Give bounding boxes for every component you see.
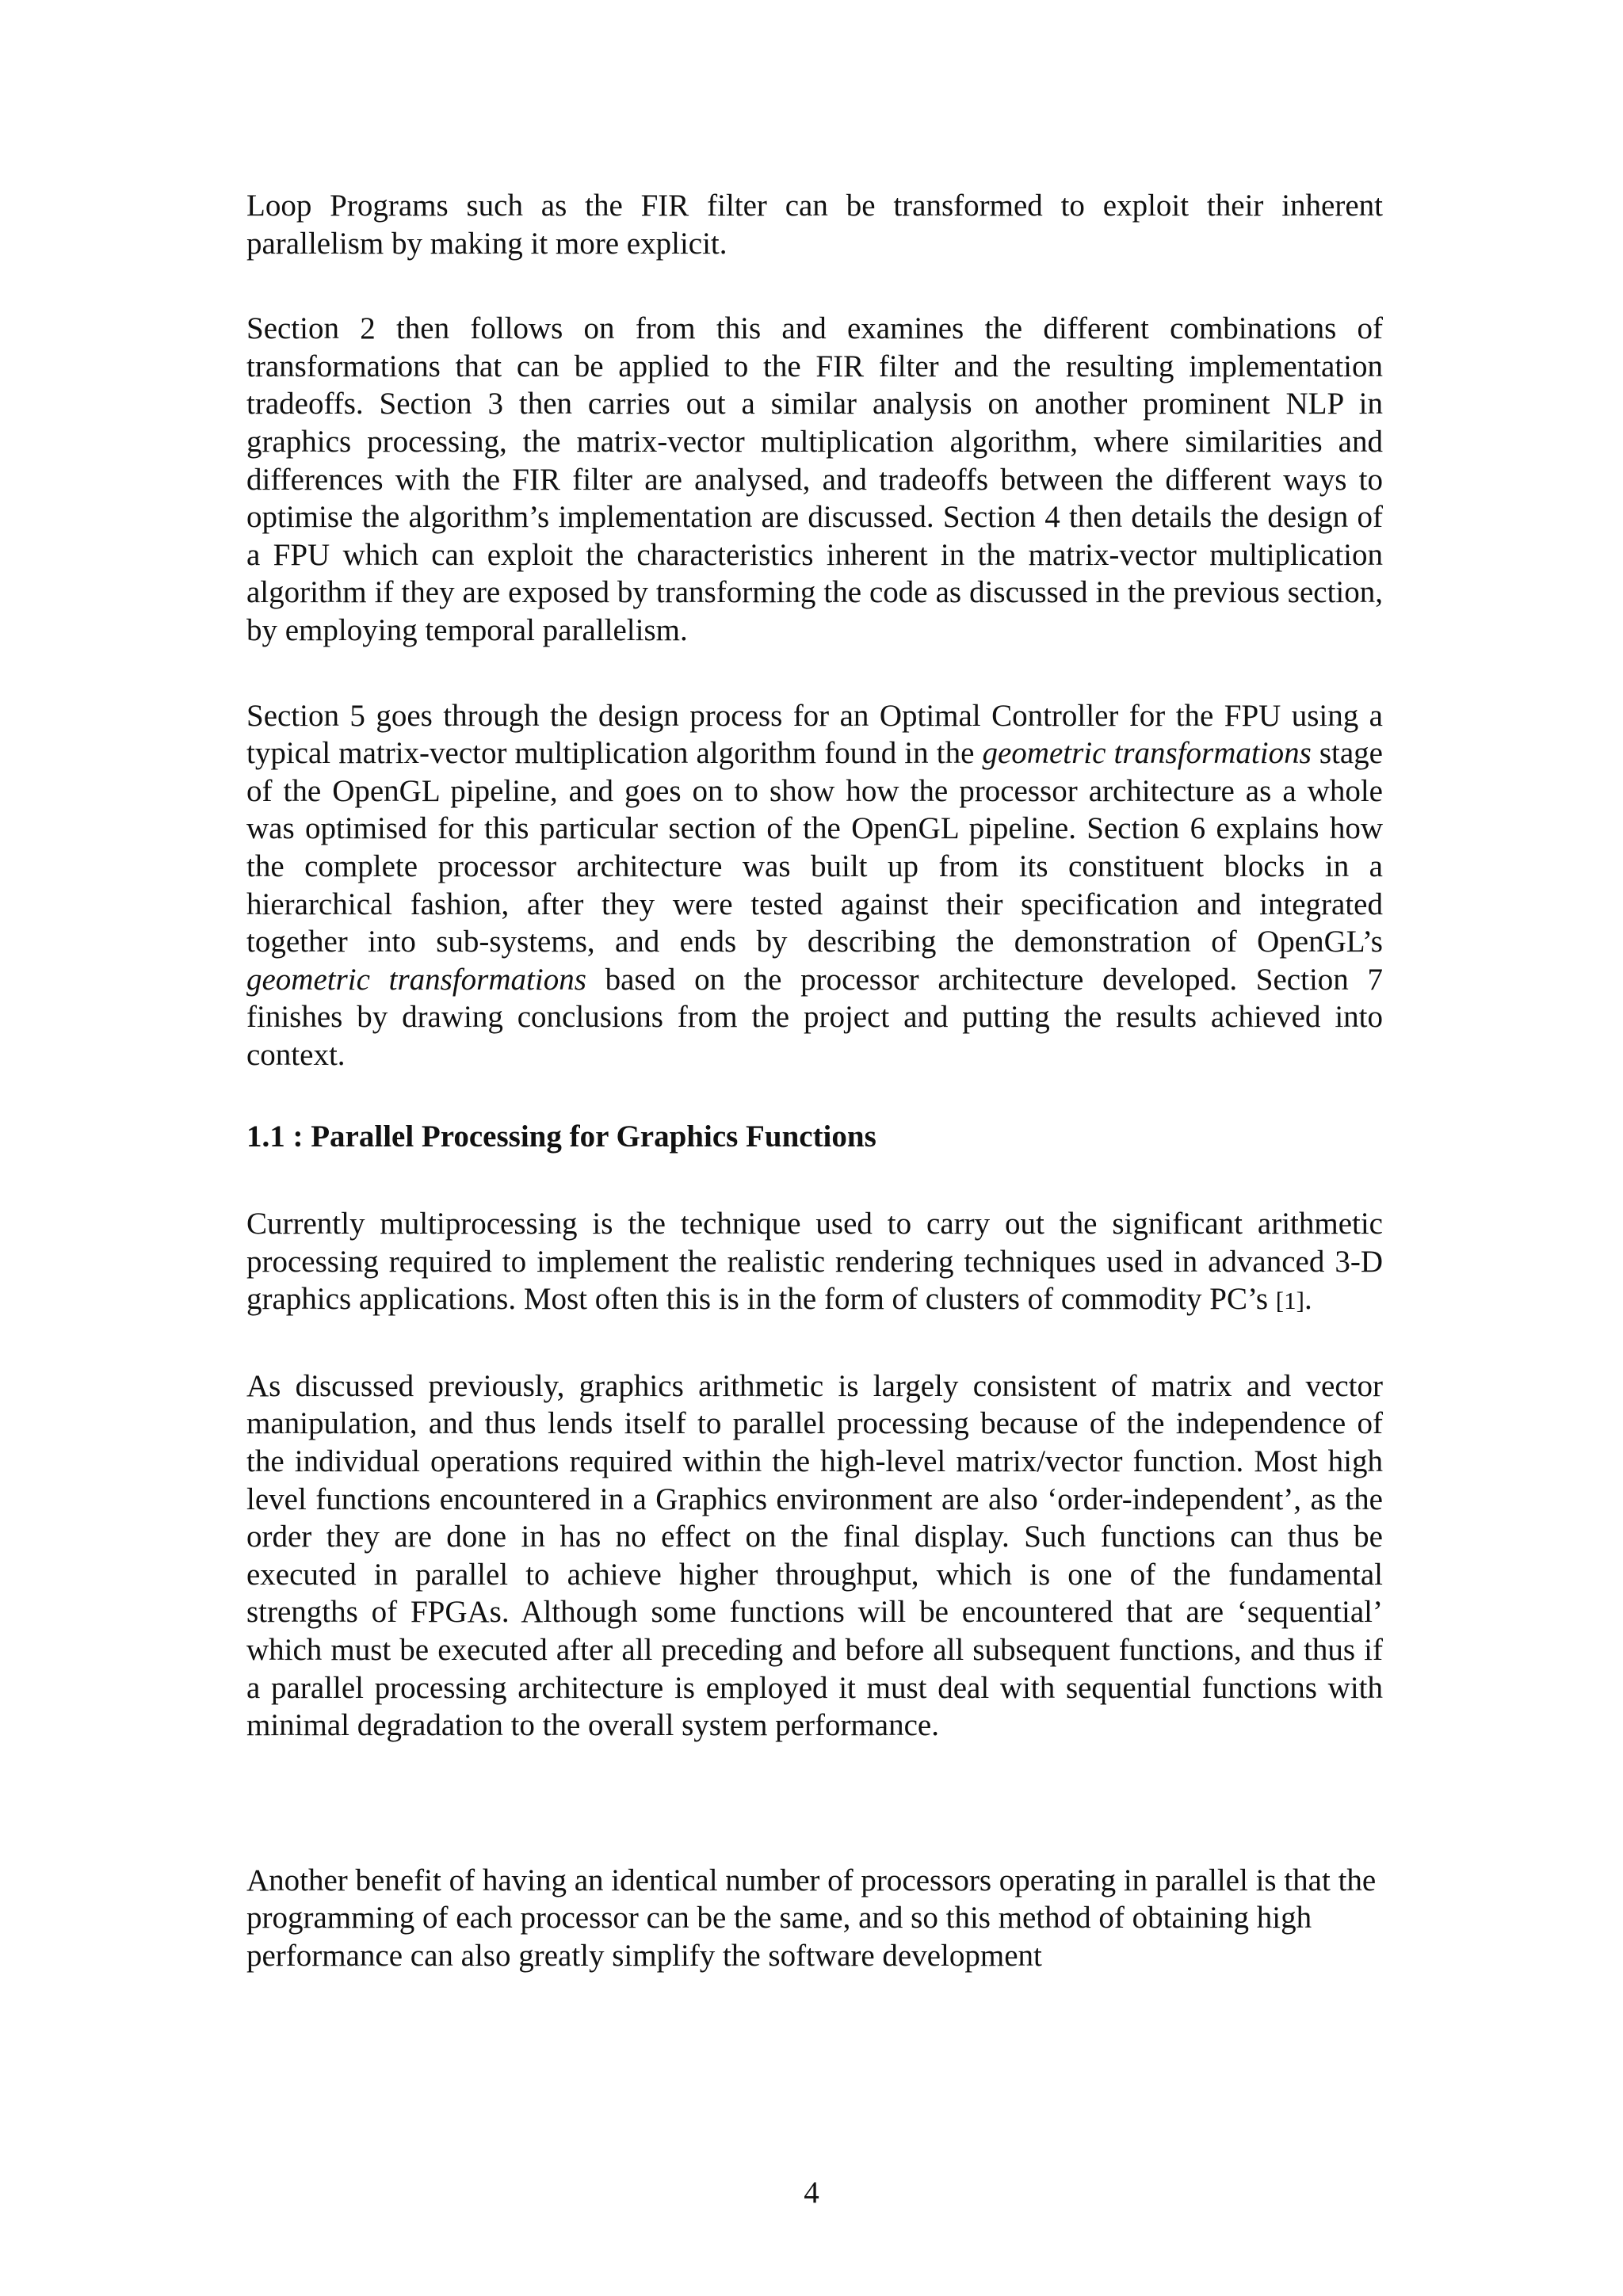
- citation: [1]: [1275, 1287, 1304, 1315]
- page-content: [246, 187, 1383, 1975]
- paragraph-text: Currently multiprocessing is the technique used to carry out the significant arithmetic processing required to implement the realistic rendering techniques used in advanced 3-D graphics applications. Most often this is in the form of clusters of commodity PC’s: [246, 1207, 1383, 1317]
- paragraph-text: based on the processor architecture developed. Section 7 finishes by drawing conclusions from the project and putting the results achieved into context.: [246, 962, 1383, 1072]
- paragraph-text: .: [1304, 1282, 1312, 1317]
- section-heading: 1.1 : Parallel Processing for Graphics Functions: [246, 1119, 876, 1154]
- italic-term: geometric transformations: [982, 736, 1312, 771]
- paragraph-text: stage of the OpenGL pipeline, and goes on to show how the processor architecture as a whole was optimised for this particular section of the OpenGL pipeline. Section 6 explains how the complete processor architecture was built up from its constituent blocks in a hierarchical fashion, after they were tested against their specification and integrated together into sub-systems, and ends by describing the demonstration of OpenGL’s: [246, 736, 1383, 959]
- paragraph-section-overview: Section 2 then follows on from this and examines the different combinations of transformations that can be applied to the FIR filter and the resulting implementation tradeoffs. Section 3 then carries out a similar analysis on another prominent NLP in graphics processing, the matrix-vector multiplication algorithm, where similarities and differences with the FIR filter are analysed, and tradeoffs between the different ways to optimise the algorithm’s implementation are discussed. Section 4 then details the design of a FPU which can exploit the characteristics inherent in the matrix-vector multiplication algorithm if they are exposed by transforming the code as discussed in the previous section, by employing temporal parallelism.: [246, 311, 1383, 647]
- page-number: 4: [804, 2176, 819, 2210]
- italic-term: geometric transformations: [246, 962, 586, 997]
- paragraph-section-5-7: [246, 697, 1383, 1074]
- paragraph-multiprocessing: [246, 1205, 1383, 1320]
- paragraph-loop-programs: Loop Programs such as the FIR filter can be transformed to exploit their inherent parallelism by making it more explicit.: [246, 189, 1383, 261]
- paragraph-identical-processors: Another benefit of having an identical number of processors operating in parallel is that the programming of each processor can be the same, and so this method of obtaining high performance can also greatly simplify the software development: [246, 1863, 1377, 1973]
- paragraph-graphics-arithmetic: As discussed previously, graphics arithmetic is largely consistent of matrix and vector manipulation, and thus lends itself to parallel processing because of the independence of the individual operations required within the high-level matrix/vector function. Most high level functions encountered in a Graphics environment are also ‘order-independent’, as the order they are done in has no effect on the final display. Such functions can thus be executed in parallel to achieve higher throughput, which is one of the fundamental strengths of FPGAs. Although some functions will be encountered that are ‘sequential’ which must be executed after all preceding and before all subsequent functions, and thus if a parallel processing architecture is employed it must deal with sequential functions with minimal degradation to the overall system performance.: [246, 1368, 1383, 1743]
- paragraph-text: Section 5 goes through the design process for an Optimal Controller for the FPU using a typical matrix-vector multiplication algorithm found in the: [246, 698, 1383, 771]
